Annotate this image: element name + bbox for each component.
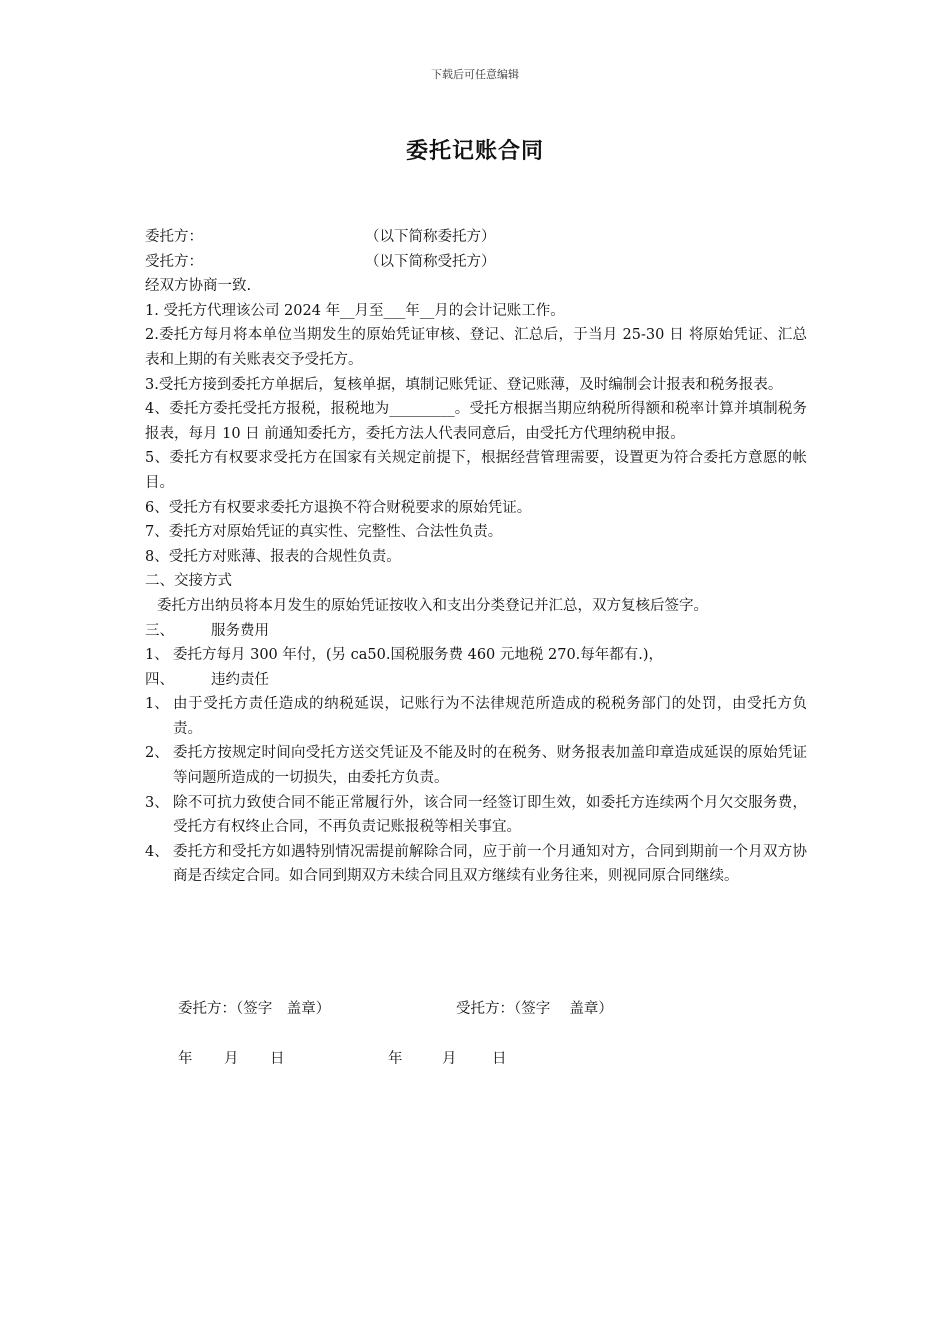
clause-2: 2.委托方每月将本单位当期发生的原始凭证审核、登记、汇总后，于当月 25-30 日 将原始凭证、汇总表和上期的有关账表交予受托方。 [145, 327, 807, 368]
clause-4: 4、委托方委托受托方报税，报税地为_________。受托方根据当期应纳税所得额和税率计算并填制税务报表，每月 10 日 前通知委托方，委托方法人代表同意后，由受托方代理纳税申报。 [145, 401, 807, 442]
section-4-label: 违约责任 [211, 671, 269, 688]
agent-date-day: 日 [492, 1051, 507, 1067]
clause-8: 8、受托方对账薄、报表的合规性负责。 [145, 548, 401, 565]
item-text: 除不可抗力致使合同不能正常履行外，该合同一经签订即生效，如委托方连续两个月欠交服务费，受托方有权终止合同，不再负责记账报税等相关事宜。 [173, 794, 807, 836]
client-note: （以下简称委托方） [365, 229, 496, 245]
item-text: 委托方和受托方如遇特别情况需提前解除合同，应于前一个月通知对方，合同到期前一个月双方协商是否续定合同。如合同到期双方未续合同且双方继续有业务往来，则视同原合同继续。 [173, 843, 807, 885]
item-text: 委托方每月 300 年付，(另 ca50.国税服务费 460 元地税 270.每年都有.)， [173, 647, 664, 664]
section-4-num: 四、 [145, 671, 174, 688]
item-num: 1、 [145, 696, 169, 713]
clause-5: 5、委托方有权要求受托方在国家有关规定前提下，根据经营管理需要，设置更为符合委托方意愿的帐目。 [145, 450, 807, 491]
item-num: 1、 [145, 647, 169, 664]
agent-date-month: 月 [442, 1051, 457, 1067]
section-3-item-1 [145, 643, 807, 668]
section-2-title: 二、交接方式 [145, 573, 232, 590]
clause-6: 6、受托方有权要求委托方退换不符合财税要求的原始凭证。 [145, 499, 532, 516]
signature-row [178, 997, 613, 1018]
contract-title: 委托记账合同 [405, 138, 544, 164]
client-label: 委托方： [145, 229, 203, 245]
client-signature: 委托方：（签字 盖章） [178, 1001, 331, 1017]
client-date-month: 月 [224, 1051, 239, 1067]
section-4-item-4 [145, 840, 807, 889]
clause-1: 1. 受托方代理该公司 2024 年__月至___年__月的会计记账工作。 [145, 302, 565, 319]
item-num: 4、 [145, 843, 169, 860]
intro-line: 经双方协商一致. [145, 278, 252, 295]
section-4-item-1 [145, 692, 807, 741]
item-num: 3、 [145, 794, 169, 811]
clause-7: 7、委托方对原始凭证的真实性、完整性、合法性负责。 [145, 524, 503, 541]
contract-body [145, 225, 807, 889]
header-note: 下载后可任意编辑 [431, 68, 519, 81]
section-3-title [145, 619, 807, 644]
agent-party-row [145, 250, 807, 275]
client-date-day: 日 [270, 1051, 285, 1067]
section-4-item-2 [145, 741, 807, 790]
date-row [178, 1047, 507, 1068]
agent-date-year: 年 [388, 1051, 403, 1067]
agent-note: （以下简称受托方） [365, 253, 496, 270]
client-date-year: 年 [178, 1051, 193, 1067]
section-3-label: 服务费用 [211, 622, 269, 639]
item-num: 2、 [145, 745, 169, 762]
item-text: 由于受托方责任造成的纳税延误，记账行为不法律规范所造成的税税务部门的处罚，由受托方负责。 [173, 696, 807, 737]
clause-3: 3.受托方接到委托方单据后，复核单据，填制记账凭证、登记账薄，及时编制会计报表和税务报表。 [145, 376, 783, 393]
client-party-row [145, 225, 807, 250]
section-4-title [145, 668, 807, 693]
section-4-item-3 [145, 791, 807, 840]
section-2-text: 委托方出纳员将本月发生的原始凭证按收入和支出分类登记并汇总，双方复核后签字。 [157, 597, 708, 614]
agent-label: 受托方： [145, 253, 203, 270]
section-3-num: 三、 [145, 622, 174, 639]
item-text: 委托方按规定时间向受托方送交凭证及不能及时的在税务、财务报表加盖印章造成延误的原始凭证等问题所造成的一切损失，由委托方负责。 [173, 745, 807, 787]
agent-signature: 受托方：（签字 盖章） [456, 1001, 613, 1017]
